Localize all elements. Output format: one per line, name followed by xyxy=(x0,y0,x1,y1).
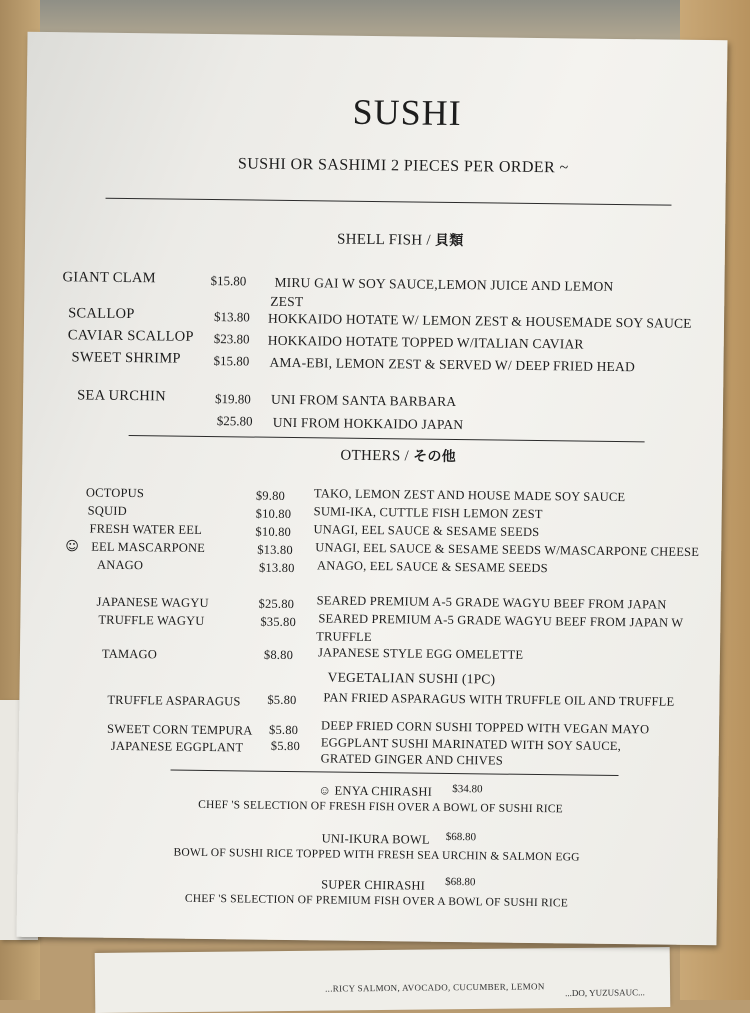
item-description: SEARED PREMIUM A-5 GRADE WAGYU BEEF FROM JAPAN xyxy=(316,593,667,612)
divider-bowls xyxy=(171,770,619,777)
others-heading-jp: その他 xyxy=(413,448,457,466)
item-description: EGGPLANT SUSHI MARINATED WITH SOY SAUCE, xyxy=(320,735,622,754)
item-name: JAPANESE EGGPLANT xyxy=(110,738,244,755)
item-name: ANAGO xyxy=(96,557,144,573)
item-name: TRUFFLE WAGYU xyxy=(98,612,205,628)
item-description: SUMI-IKA, CUTTLE FISH LEMON ZEST xyxy=(313,504,543,522)
item-price: $13.80 xyxy=(213,309,250,325)
item-name: GIANT CLAM xyxy=(62,269,157,287)
item-description-cont: TRUFFLE xyxy=(316,629,372,645)
bowl-name: ☺ ENYA CHIRASHI xyxy=(318,783,433,799)
divider-others xyxy=(129,435,645,443)
item-description: ANAGO, EEL SAUCE & SESAME SEEDS xyxy=(316,558,548,576)
section-heading-veg: VEGETALIAN SUSHI (1PC) xyxy=(327,669,496,687)
item-price: $25.80 xyxy=(216,413,253,429)
bowl-description: CHEF 'S SELECTION OF FRESH FISH OVER A BOWL OF SUSHI RICE xyxy=(198,798,563,816)
item-name: TRUFFLE ASPARAGUS xyxy=(107,692,241,709)
others-heading-text: OTHERS / xyxy=(340,447,410,465)
item-description: UNAGI, EEL SAUCE & SESAME SEEDS xyxy=(313,522,540,540)
item-price: $5.80 xyxy=(267,692,297,708)
item-description: HOKKAIDO HOTATE TOPPED W/ITALIAN CAVIAR xyxy=(267,332,584,352)
item-price: $23.80 xyxy=(213,331,250,347)
bottom-sheet-text-right: ...DO, YUZUSAUC... xyxy=(565,987,645,999)
section-heading-shellfish xyxy=(337,233,464,250)
item-name: FRESH WATER EEL xyxy=(89,521,203,537)
bowl-price: $68.80 xyxy=(445,875,476,889)
shellfish-heading-jp: 貝類 xyxy=(434,232,464,250)
bottom-menu-sheet xyxy=(95,947,671,1013)
item-price: $19.80 xyxy=(214,391,251,407)
item-description: UNAGI, EEL SAUCE & SESAME SEEDS W/MASCARPONE CHEESE xyxy=(315,540,700,560)
item-name: SWEET CORN TEMPURA xyxy=(106,721,253,738)
item-price: $10.80 xyxy=(255,506,292,522)
item-name: SWEET SHRIMP xyxy=(71,349,181,367)
sushi-menu-sheet xyxy=(16,32,727,945)
item-name: TAMAGO xyxy=(101,646,158,662)
item-description-cont: GRATED GINGER AND CHIVES xyxy=(320,751,504,768)
item-name: OCTOPUS xyxy=(85,485,145,501)
item-price: $35.80 xyxy=(260,614,297,630)
bowl-description: BOWL OF SUSHI RICE TOPPED WITH FRESH SEA URCHIN & SALMON EGG xyxy=(173,846,580,864)
item-price: $15.80 xyxy=(210,273,247,289)
item-price: $15.80 xyxy=(213,353,250,369)
menu-title: SUSHI xyxy=(352,91,462,134)
item-name: SQUID xyxy=(87,503,127,519)
menu-subtitle: SUSHI OR SASHIMI 2 PIECES PER ORDER ~ xyxy=(237,155,569,177)
item-price: $13.80 xyxy=(257,542,293,558)
bowl-price: $34.80 xyxy=(452,783,483,796)
item-description: UNI FROM SANTA BARBARA xyxy=(270,391,457,410)
item-price: $10.80 xyxy=(255,524,292,540)
divider-top xyxy=(106,198,672,206)
bowl-name: UNI-IKURA BOWL xyxy=(321,831,430,847)
item-description: JAPANESE STYLE EGG OMELETTE xyxy=(317,645,524,662)
item-description: HOKKAIDO HOTATE W/ LEMON ZEST & HOUSEMADE SOY SAUCE xyxy=(267,310,692,331)
section-heading-others xyxy=(340,449,456,465)
item-description: UNI FROM HOKKAIDO JAPAN xyxy=(272,414,464,433)
item-description: TAKO, LEMON ZEST AND HOUSE MADE SOY SAUCE xyxy=(313,486,626,505)
item-description: SEARED PREMIUM A-5 GRADE WAGYU BEEF FROM JAPAN W xyxy=(318,611,684,630)
bowl-name: SUPER CHIRASHI xyxy=(321,877,426,893)
item-description: AMA-EBI, LEMON ZEST & SERVED W/ DEEP FRIED HEAD xyxy=(269,354,636,375)
item-name: EEL MASCARPONE xyxy=(91,539,206,555)
item-description: MIRU GAI W SOY SAUCE,LEMON JUICE AND LEMON xyxy=(274,274,614,294)
item-price: $25.80 xyxy=(258,596,295,612)
item-name: SCALLOP xyxy=(68,305,135,323)
item-description: PAN FRIED ASPARAGUS WITH TRUFFLE OIL AND TRUFFLE xyxy=(323,690,675,709)
item-name: CAVIAR SCALLOP xyxy=(67,327,194,345)
item-description-cont: ZEST xyxy=(270,293,304,310)
bowl-price: $68.80 xyxy=(445,830,477,844)
item-price: $8.80 xyxy=(263,647,294,663)
item-price: $9.80 xyxy=(255,488,286,503)
smiley-icon: ☺ xyxy=(65,539,79,555)
item-description: DEEP FRIED CORN SUSHI TOPPED WITH VEGAN MAYO xyxy=(321,718,650,737)
item-name: JAPANESE WAGYU xyxy=(96,594,209,611)
item-price: $5.80 xyxy=(270,738,301,754)
item-price: $13.80 xyxy=(258,560,295,576)
item-price: $5.80 xyxy=(268,722,299,738)
item-name: SEA URCHIN xyxy=(77,387,167,405)
shellfish-heading-text: SHELL FISH / xyxy=(336,231,432,249)
bottom-sheet-text: ...RICY SALMON, AVOCADO, CUCUMBER, LEMON xyxy=(325,981,545,994)
bowl-description: CHEF 'S SELECTION OF PREMIUM FISH OVER A BOWL OF SUSHI RICE xyxy=(184,892,569,910)
